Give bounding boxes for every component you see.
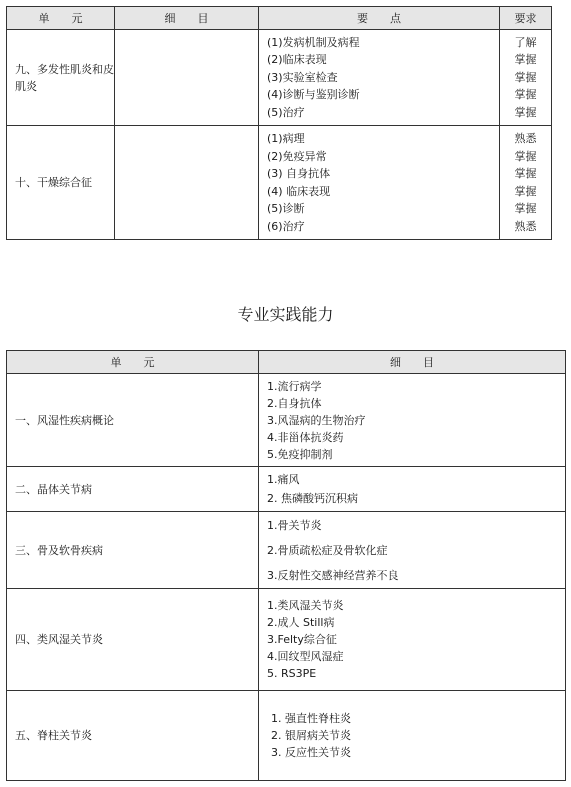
point-item: (1)发病机制及病程 (267, 35, 360, 49)
requirement-item: 掌握 (514, 202, 537, 215)
header-detail: 细 目 (259, 351, 566, 374)
point-item: (2)临床表现 (267, 53, 327, 67)
unit-cell: 一、风湿性疾病概论 (7, 374, 259, 467)
unit-cell: 五、脊柱关节炎 (7, 691, 259, 781)
detail-item: 1.骨关节炎 (267, 518, 322, 532)
point-item: (3)实验室检查 (267, 70, 338, 84)
requirement-item: 掌握 (514, 53, 537, 67)
section-title: 专业实践能力 (237, 305, 334, 324)
table-row (7, 374, 566, 467)
detail-item: 1. 强直性脊柱炎 (271, 712, 351, 725)
unit-cell: 三、骨及软骨疾病 (7, 512, 259, 589)
details-cell (259, 512, 566, 589)
point-item: (2)免疫异常 (267, 149, 327, 163)
details-cell (259, 467, 566, 512)
details-cell (259, 691, 566, 781)
points-cell (259, 126, 500, 240)
requirement-cell (500, 30, 552, 126)
upper-syllabus-table (6, 6, 552, 240)
detail-cell (115, 30, 259, 126)
detail-item: 5.免疫抑制剂 (267, 447, 333, 461)
detail-item: 2. 银屑病关节炎 (271, 729, 351, 742)
point-item: (4)诊断与鉴别诊断 (267, 88, 360, 102)
requirement-cell (500, 126, 552, 240)
practice-syllabus-table (6, 350, 566, 781)
upper-table-header-row (7, 7, 552, 30)
detail-item: 1.痛风 (267, 473, 300, 486)
requirement-item: 掌握 (514, 184, 537, 198)
practice-table-header-row (7, 351, 566, 374)
point-item: (5)诊断 (267, 202, 305, 215)
points-cell (259, 30, 500, 126)
details-cell (259, 589, 566, 691)
detail-item: 2. 焦磷酸钙沉积病 (267, 492, 358, 505)
detail-item: 3.反射性交感神经营养不良 (267, 568, 399, 582)
detail-item: 3. 反应性关节炎 (271, 746, 351, 759)
header-detail: 细 目 (115, 7, 259, 30)
detail-item: 2.成人 Still病 (267, 616, 335, 629)
requirement-item: 掌握 (514, 167, 537, 180)
detail-item: 4.回纹型风湿症 (267, 650, 344, 663)
detail-cell (115, 126, 259, 240)
detail-item: 1.流行病学 (267, 379, 322, 393)
table-row (7, 30, 552, 126)
header-unit: 单 元 (7, 351, 259, 374)
table-row (7, 691, 566, 781)
point-item: (6)治疗 (267, 219, 305, 233)
table-row (7, 512, 566, 589)
point-item: (3) 自身抗体 (267, 167, 331, 180)
requirement-item: 熟悉 (514, 132, 537, 145)
table-row (7, 467, 566, 512)
point-item: (1)病理 (267, 132, 305, 145)
unit-cell: 二、晶体关节病 (7, 467, 259, 512)
header-unit: 单 元 (7, 7, 115, 30)
detail-item: 2.骨质疏松症及骨软化症 (267, 543, 388, 557)
detail-item: 5. RS3PE (267, 667, 317, 680)
header-points: 要 点 (259, 7, 500, 30)
unit-cell: 十、干燥综合征 (7, 126, 115, 240)
header-requirement: 要求 (500, 7, 552, 30)
detail-item: 3.Felty综合征 (267, 633, 337, 646)
unit-cell: 九、多发性肌炎和皮肌炎 (7, 30, 115, 126)
detail-item: 1.类风湿关节炎 (267, 599, 344, 612)
table-row (7, 589, 566, 691)
requirement-item: 掌握 (514, 88, 537, 102)
detail-item: 3.风湿病的生物治疗 (267, 413, 366, 427)
detail-item: 4.非甾体抗炎药 (267, 430, 344, 444)
requirement-item: 掌握 (514, 105, 537, 119)
requirement-item: 熟悉 (514, 219, 537, 233)
details-cell (259, 374, 566, 467)
point-item: (5)治疗 (267, 105, 305, 119)
point-item: (4) 临床表现 (267, 184, 331, 198)
unit-cell: 四、类风湿关节炎 (7, 589, 259, 691)
requirement-item: 掌握 (514, 70, 537, 84)
table-row (7, 126, 552, 240)
requirement-item: 了解 (514, 35, 537, 49)
requirement-item: 掌握 (514, 149, 537, 163)
detail-item: 2.自身抗体 (267, 396, 322, 410)
